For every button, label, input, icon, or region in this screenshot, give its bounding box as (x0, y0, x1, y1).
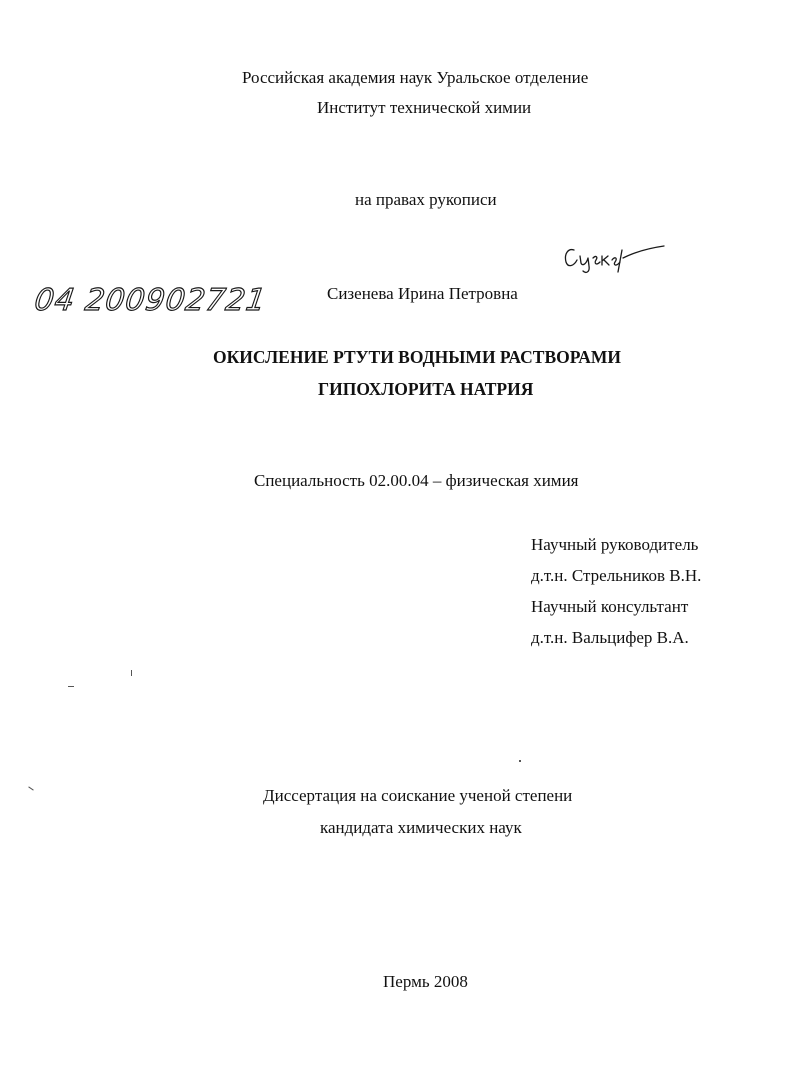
signature-strokes (565, 246, 664, 272)
scan-speck (131, 670, 132, 676)
supervisor-label: Научный руководитель (531, 535, 699, 554)
supervisor-name: д.т.н. Стрельников В.Н. (531, 566, 702, 585)
manuscript-note: на правах рукописи (355, 190, 497, 209)
scan-speck (519, 760, 521, 762)
registration-number-handwritten (32, 278, 269, 320)
scan-speck (68, 686, 74, 687)
consultant-label: Научный консультант (531, 597, 689, 616)
registration-number-glyphs: 04 200902721 (32, 283, 269, 318)
organization-name: Российская академия наук Уральское отделение (242, 68, 589, 87)
author-name: Сизенева Ирина Петровна (327, 284, 518, 303)
consultant-name: д.т.н. Вальцифер В.А. (531, 628, 689, 647)
institute-name: Институт технической химии (317, 98, 532, 117)
degree-line-1: Диссертация на соискание ученой степени (263, 786, 573, 805)
degree-line-2: кандидата химических наук (320, 818, 522, 837)
scan-speck (28, 786, 33, 790)
thesis-title-line-1: ОКИСЛЕНИЕ РТУТИ ВОДНЫМИ РАСТВОРАМИ (213, 347, 621, 367)
thesis-title-line-2: ГИПОХЛОРИТА НАТРИЯ (318, 379, 534, 399)
specialty: Специальность 02.00.04 – физическая химия (254, 471, 579, 490)
signature (560, 238, 670, 278)
city-year: Пермь 2008 (383, 972, 468, 991)
